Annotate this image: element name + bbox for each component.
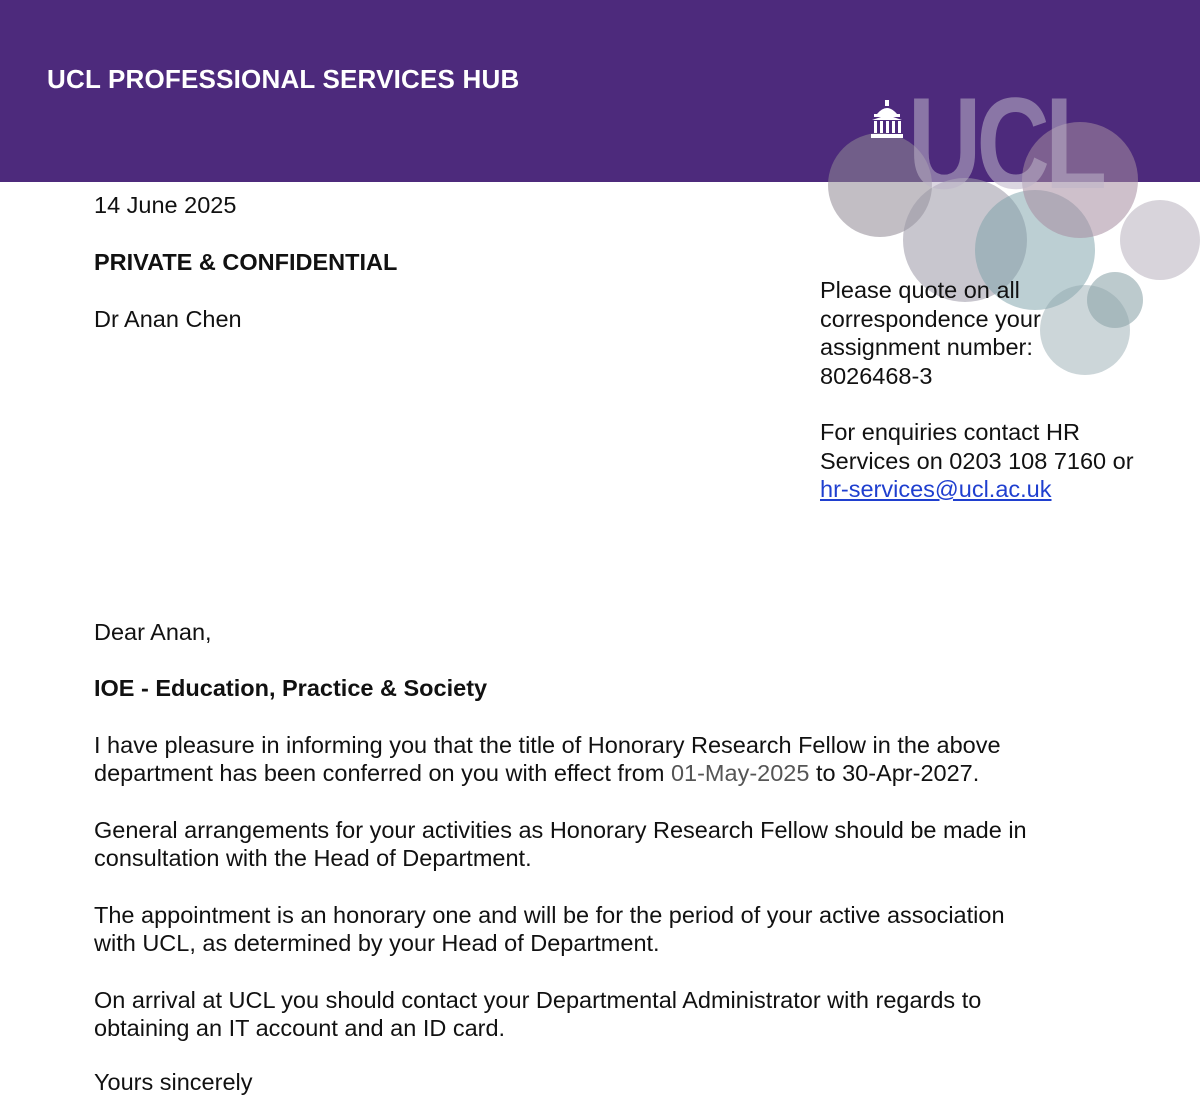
- ucl-logo-text: UCL: [908, 70, 1103, 216]
- start-date: 01-May-2025: [670, 760, 810, 786]
- hub-title: UCL PROFESSIONAL SERVICES HUB: [47, 64, 520, 94]
- reference-line: correspondence your: [820, 305, 1041, 332]
- confidential-heading: PRIVATE & CONFIDENTIAL: [94, 249, 398, 275]
- end-date-text: to 30-Apr-2027.: [815, 760, 980, 786]
- paragraph-line: The appointment is an honorary one and will be for the period of your active association: [94, 902, 1005, 928]
- closing: Yours sincerely: [94, 1069, 253, 1095]
- paragraph-line: consultation with the Head of Department.: [94, 845, 532, 871]
- paragraph-line: I have pleasure in informing you that the title of Honorary Research Fellow in the above: [94, 732, 1001, 758]
- enquiries-line: Services on 0203 108 7160 or: [820, 447, 1134, 474]
- recipient-name: Dr Anan Chen: [94, 306, 242, 332]
- department-heading: IOE - Education, Practice & Society: [94, 675, 488, 701]
- assignment-number: 8026468-3: [820, 362, 933, 389]
- paragraph-line: with UCL, as determined by your Head of Department.: [94, 930, 660, 956]
- reference-line: assignment number:: [820, 334, 1033, 360]
- paragraph-line: obtaining an IT account and an ID card.: [94, 1015, 506, 1041]
- salutation: Dear Anan,: [94, 619, 212, 645]
- enquiries-line: For enquiries contact HR: [820, 419, 1080, 445]
- reference-line: Please quote on all: [820, 277, 1020, 303]
- reference-block: [820, 276, 1041, 390]
- paragraph-text: department has been conferred on you with effect from: [94, 760, 665, 786]
- paragraph-line: General arrangements for your activities as Honorary Research Fellow should be made in: [94, 817, 1027, 843]
- enquiries-block: [820, 418, 1134, 504]
- paragraph-line: [94, 759, 979, 787]
- letter-date: 14 June 2025: [94, 192, 237, 218]
- portico-icon: [868, 100, 906, 140]
- hr-email-link[interactable]: hr-services@ucl.ac.uk: [820, 476, 1052, 502]
- paragraph-line: On arrival at UCL you should contact your Departmental Administrator with regards to: [94, 987, 982, 1013]
